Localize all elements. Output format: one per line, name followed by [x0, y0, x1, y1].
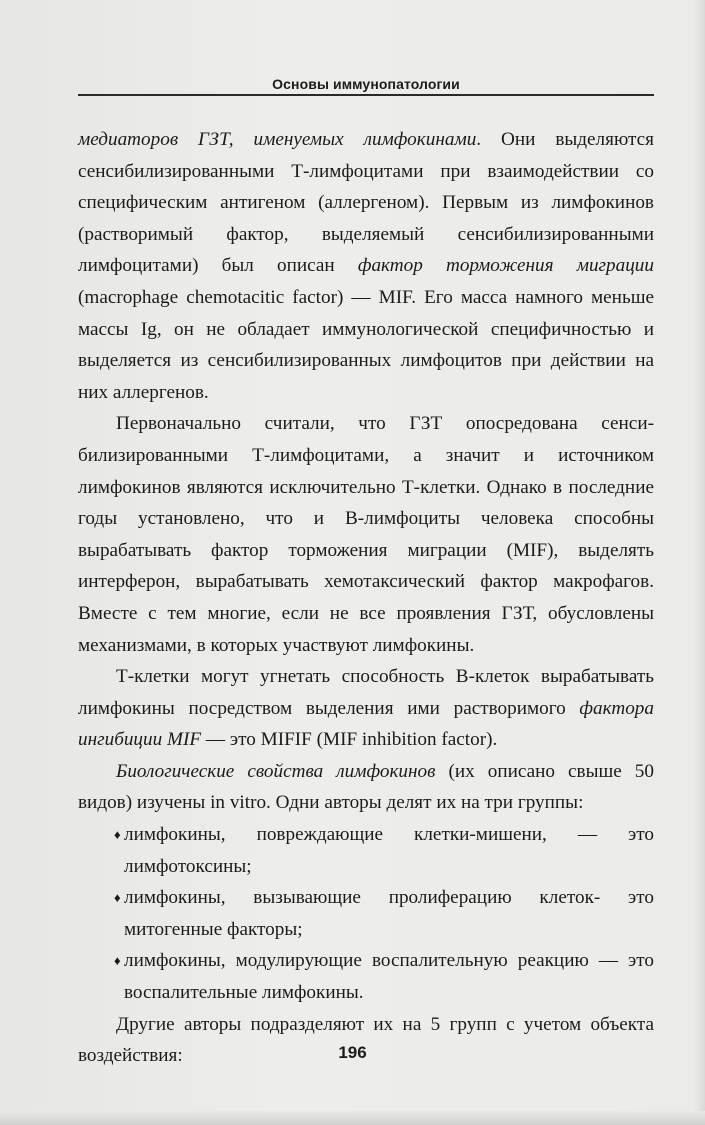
- paragraph-5: Другие авторы подразделяют их на 5 групп с учетом объекта воздействия:: [78, 1013, 654, 1067]
- running-header-title: Основы иммунопатологии: [272, 76, 460, 92]
- diamond-bullet-icon: ♦: [114, 953, 121, 969]
- running-header: [78, 74, 654, 100]
- list-item-text: лимфокины, повреждающие клетки-мишени, — это лимфотоксины;: [124, 824, 654, 877]
- paragraph-text: Т-клетки могут угнетать способность В-клеток вырабатывать лимфокины посредством выделения ими растворимого: [78, 666, 654, 719]
- page-edge-shadow-right: [695, 0, 705, 1125]
- bullet-list: [78, 819, 654, 1009]
- paragraph-text: — это MIFIF (MIF inhibition factor).: [201, 729, 498, 751]
- page-edge-shadow-bottom: [0, 1111, 705, 1125]
- paragraph-4: [78, 756, 654, 819]
- list-item: [78, 882, 654, 945]
- italic-term: фактор торможения миграции: [357, 255, 654, 277]
- page-number: 196: [338, 1043, 367, 1062]
- italic-term: Биологические свойства лимфокинов: [116, 760, 436, 782]
- list-item: [78, 945, 654, 1008]
- italic-term: медиаторов ГЗТ, именуемых лимфокинами: [78, 129, 477, 150]
- header-rule: [78, 94, 654, 96]
- diamond-bullet-icon: ♦: [114, 890, 121, 906]
- italic-term: фактора ингибиции MIF: [78, 697, 654, 751]
- paragraph-text: (их описано свыше 50 видов) изучены in vitro. Одни авторы делят их на три группы:: [78, 760, 654, 814]
- list-item-text: лимфокины, вызывающие пролиферацию клеток- это митогенные факторы;: [124, 887, 654, 940]
- paragraph-1: [78, 124, 654, 408]
- diamond-bullet-icon: ♦: [114, 827, 121, 843]
- body-text: [78, 124, 654, 1072]
- list-item: [78, 819, 654, 882]
- paragraph-3: [78, 661, 654, 756]
- paragraph-text: (macrophage chemotacitic factor) — MIF. Его масса намного меньше массы Ig, он не обладает иммунологической специфичностью и выделяется из сенсибилизированных лимфоцитов при действии на них аллергенов.: [78, 286, 654, 403]
- paragraph-text: . Они выделяются сенсибилизированными Т-лимфоцитами при взаимодействии со специфическим антигеном (аллергеном). Первым из лимфокинов (растворимый фактор, выделяемый сенсибилизированными лимфоцитами) был описан: [78, 129, 654, 277]
- paragraph-2: Первоначально считали, что ГЗТ опосредована сенсибилизированными Т-лимфоцитами, а значит и источником лимфокинов являются исключительно Т-клетки. Однако в последние годы установлено, что и В-лимфоциты человека способны вырабатывать фактор торможения миграции (MIF), выделять интерферон, вырабатывать хемотаксический фактор макрофагов. Вместе с тем многие, если не все проявления ГЗТ, обусловлены механизмами, в которых участвуют лимфокины.: [78, 413, 654, 656]
- list-item-text: лимфокины, модулирующие воспалительную реакцию — это воспалительные лимфокины.: [124, 950, 654, 1004]
